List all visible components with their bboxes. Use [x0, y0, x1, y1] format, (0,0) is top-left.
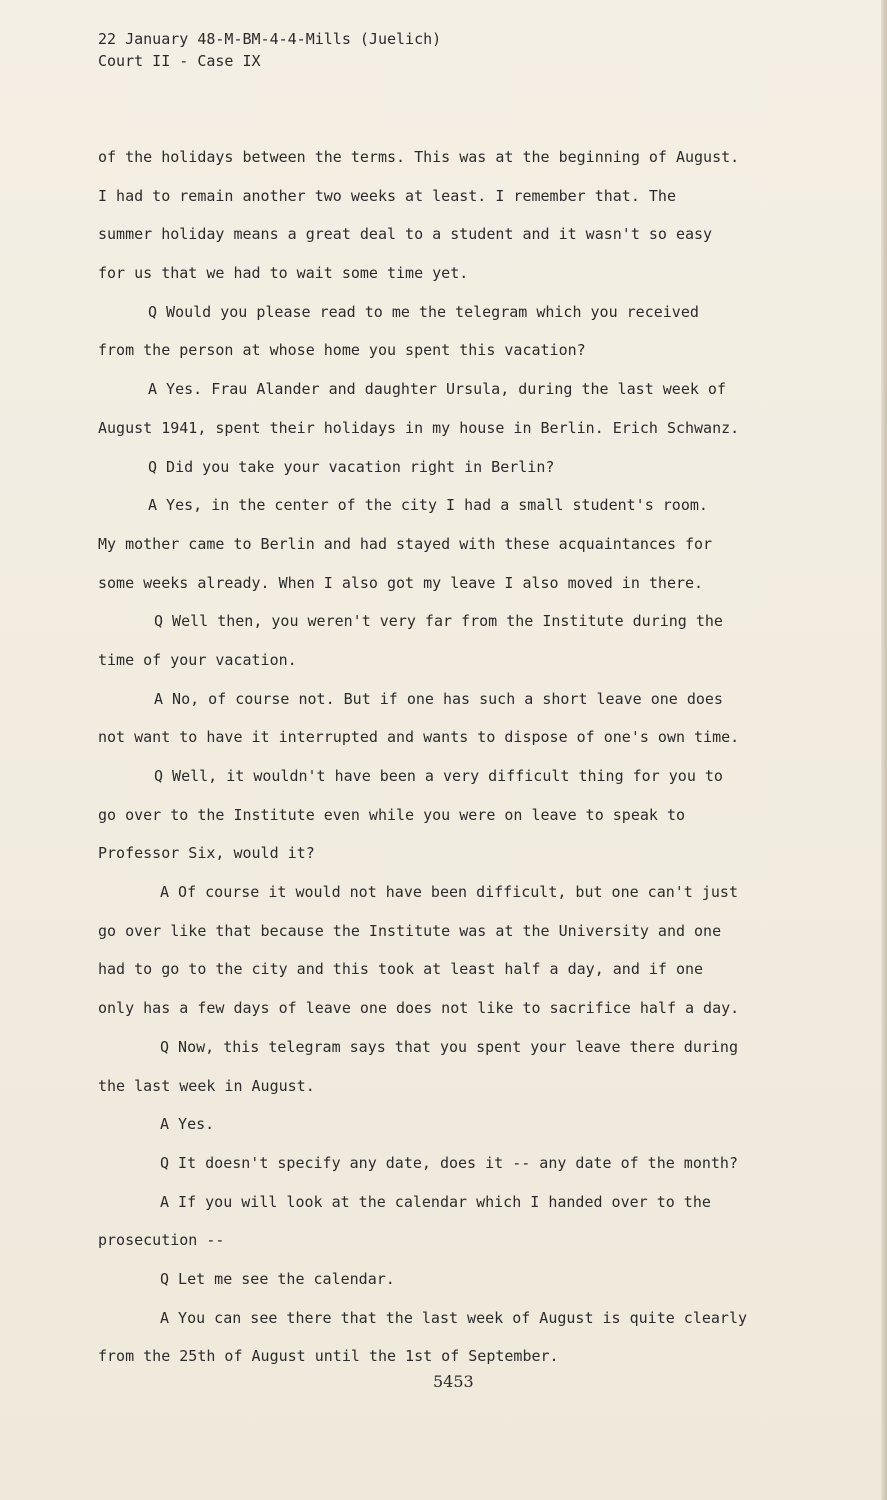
transcript-line: from the 25th of August until the 1st of September. — [98, 1347, 559, 1366]
transcript-line: from the person at whose home you spent this vacation? — [98, 341, 586, 360]
transcript-line: only has a few days of leave one does not like to sacrifice half a day. — [98, 999, 740, 1018]
document-header — [98, 28, 441, 72]
header-court: Court II - Case IX — [98, 52, 261, 70]
transcript-line: My mother came to Berlin and had stayed with these acquaintances for — [98, 534, 713, 553]
transcript-line: prosecution -- — [98, 1231, 225, 1250]
question-line: Q Well then, you weren't very far from the Institute during the — [154, 612, 723, 631]
transcript-line: not want to have it interrupted and wants to dispose of one's own time. — [98, 728, 740, 747]
question-line: Q Now, this telegram says that you spent your leave there during — [160, 1037, 738, 1056]
transcript-line: had to go to the city and this took at least half a day, and if one — [98, 960, 704, 979]
question-line: Q Well, it wouldn't have been a very difficult thing for you to — [154, 767, 723, 785]
answer-line: A Yes. Frau Alander and daughter Ursula, during the last week of — [148, 380, 726, 399]
question-line: Q Let me see the calendar. — [160, 1269, 395, 1288]
answer-line: A No, of course not. But if one has such a short leave one does — [154, 689, 723, 708]
transcript-line: some weeks already. When I also got my leave I also moved in there. — [98, 573, 704, 592]
header-case-reference: 22 January 48-M-BM-4-4-Mills (Juelich) — [98, 30, 442, 48]
transcript-line: for us that we had to wait some time yet. — [98, 264, 469, 283]
transcript-line: summer holiday means a great deal to a student and it wasn't so easy — [98, 225, 713, 244]
question-line: Q Did you take your vacation right in Berlin? — [148, 457, 555, 476]
transcript-line: Professor Six, would it? — [98, 844, 315, 863]
transcript-line: go over like that because the Institute was at the University and one — [98, 921, 722, 940]
answer-line: A You can see there that the last week of August is quite clearly — [160, 1308, 747, 1327]
transcript-line: the last week in August. — [98, 1076, 315, 1095]
answer-line: A If you will look at the calendar which I handed over to the — [160, 1192, 711, 1211]
transcript-line: go over to the Institute even while you were on leave to speak to — [98, 805, 685, 824]
transcript-line: August 1941, spent their holidays in my house in Berlin. Erich Schwanz. — [98, 418, 740, 437]
transcript-line: I had to remain another two weeks at least. I remember that. The — [98, 186, 676, 205]
question-line: Q It doesn't specify any date, does it -- any date of the month? — [160, 1153, 738, 1172]
transcript-body — [98, 138, 798, 1376]
transcript-line: time of your vacation. — [98, 650, 297, 669]
page-number: 5453 — [433, 1372, 474, 1391]
answer-line: A Of course it would not have been difficult, but one can't just — [160, 883, 738, 902]
page-edge-shadow — [881, 0, 887, 1500]
answer-line: A Yes, in the center of the city I had a small student's room. — [148, 496, 708, 515]
answer-line: A Yes. — [160, 1115, 215, 1134]
question-line: Q Would you please read to me the telegram which you received — [148, 302, 699, 321]
transcript-line: of the holidays between the terms. This was at the beginning of August. — [98, 148, 740, 166]
